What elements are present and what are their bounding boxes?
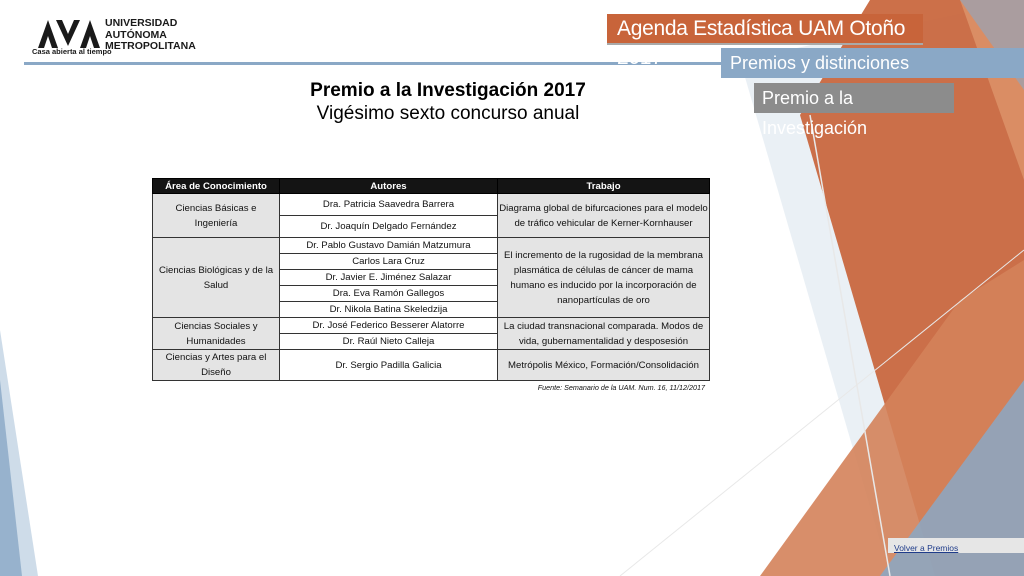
author-cell: Dra. Patricia Saavedra Barrera	[280, 194, 498, 216]
agenda-underline	[607, 43, 923, 45]
column-header-area: Área de Conocimiento	[153, 179, 280, 194]
page-subtitle: Vigésimo sexto concurso anual	[316, 103, 580, 124]
table-row	[153, 238, 710, 254]
logo-name-line: METROPOLITANA	[105, 40, 196, 52]
area-cell: Ciencias Biológicas y de la Salud	[153, 238, 280, 318]
table-row	[153, 194, 710, 216]
work-cell: El incremento de la rugosidad de la membrana plasmática de células de cáncer de mama humano es inducido por la incorporación de nanopartículas de oro	[498, 238, 710, 318]
logo-name-line: AUTÓNOMA	[105, 28, 167, 41]
author-cell: Dr. Joaquín Delgado Fernández	[280, 216, 498, 238]
column-header-authors: Autores	[280, 179, 498, 194]
area-cell: Ciencias Básicas e Ingeniería	[153, 194, 280, 238]
awards-table-container	[152, 178, 709, 392]
page-title: Premio a la Investigación 2017	[310, 80, 586, 101]
work-cell: La ciudad transnacional comparada. Modos de vida, gubernamentalidad y desposesión	[498, 318, 710, 350]
back-to-awards-link[interactable]: Volver a Premios	[894, 543, 959, 553]
area-cell: Ciencias Sociales y Humanidades	[153, 318, 280, 350]
section-banner: Premios y distinciones	[721, 48, 1024, 78]
work-cell: Diagrama global de bifurcaciones para el modelo de tráfico vehicular de Kerner-Kornhauser	[498, 194, 710, 238]
awards-table	[152, 178, 710, 381]
author-cell: Carlos Lara Cruz	[280, 254, 498, 270]
uam-logo-mark	[38, 18, 100, 48]
column-header-work: Trabajo	[498, 179, 710, 194]
table-header-row	[153, 179, 710, 194]
logo-name-line: UNIVERSIDAD	[105, 17, 178, 29]
author-cell: Dr. Javier E. Jiménez Salazar	[280, 270, 498, 286]
back-link-container	[888, 538, 1024, 553]
author-cell: Dr. Raúl Nieto Calleja	[280, 334, 498, 350]
agenda-title-banner: Agenda Estadística UAM Otoño 2017	[607, 14, 923, 43]
author-cell: Dra. Eva Ramón Gallegos	[280, 286, 498, 302]
author-cell: Dr. Nikola Batina Skeledzija	[280, 302, 498, 318]
uam-logo	[32, 18, 202, 58]
author-cell: Dr. José Federico Besserer Alatorre	[280, 318, 498, 334]
logo-tagline: Casa abierta al tiempo	[32, 47, 112, 56]
subsection-banner: Premio a la Investigación	[754, 83, 954, 113]
author-cell: Dr. Pablo Gustavo Damián Matzumura	[280, 238, 498, 254]
table-source-note: Fuente: Semanario de la UAM. Num. 16, 11/12/2017	[537, 383, 705, 392]
author-cell: Dr. Sergio Padilla Galicia	[280, 350, 498, 381]
area-cell: Ciencias y Artes para el Diseño	[153, 350, 280, 381]
table-row	[153, 350, 710, 381]
work-cell: Metrópolis México, Formación/Consolidación	[498, 350, 710, 381]
table-row	[153, 318, 710, 334]
logo-university-name	[105, 18, 205, 53]
